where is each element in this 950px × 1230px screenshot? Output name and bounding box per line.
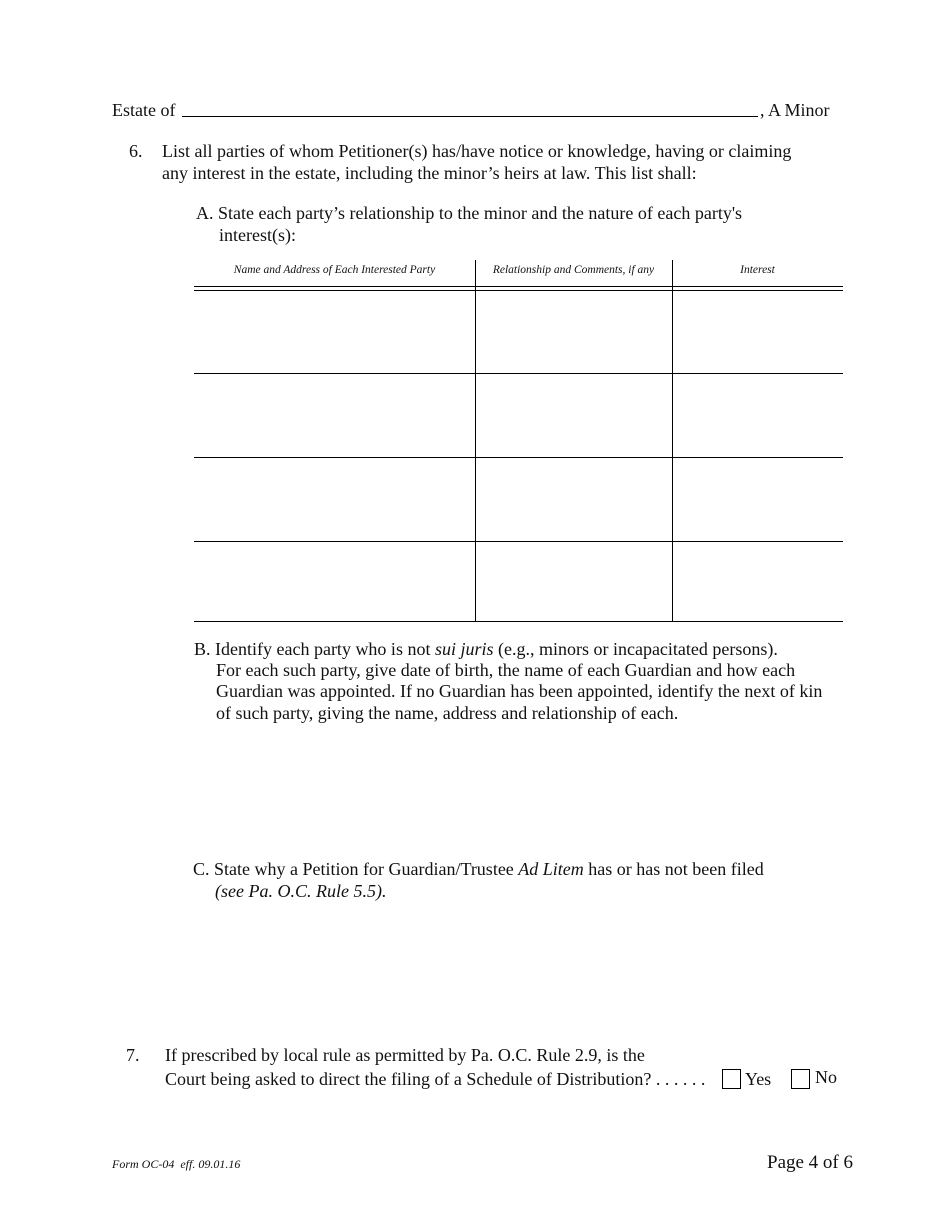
table-cell-interest[interactable] — [675, 292, 841, 372]
yes-label: Yes — [745, 1069, 772, 1089]
column-header-name: Name and Address of Each Interested Party — [233, 264, 436, 276]
sui-juris-term: sui juris — [434, 639, 494, 659]
header-divider-top — [194, 286, 843, 287]
table-cell-relationship[interactable] — [478, 375, 670, 456]
table-cell-interest[interactable] — [675, 543, 841, 620]
section-b-line1-post: (e.g., minors or incapacitated persons). — [493, 639, 778, 659]
header-divider-bottom — [194, 290, 843, 291]
section-c-line2: (see Pa. O.C. Rule 5.5). — [215, 881, 387, 901]
form-identifier: Form OC-04 eff. 09.01.16 — [112, 1157, 241, 1171]
item6-line1: List all parties of whom Petitioner(s) has/have notice or knowledge, having or claiming — [162, 141, 792, 161]
section-b-line1 — [194, 639, 778, 660]
item6-line2: any interest in the estate, including the minor’s heirs at law. This list shall: — [162, 163, 697, 183]
section-b-line4: of such party, giving the name, address and relationship of each. — [216, 703, 679, 723]
table-bottom-border — [194, 621, 843, 622]
section-c-line1-post: has or has not been filed — [583, 859, 764, 879]
table-cell-relationship[interactable] — [478, 543, 670, 620]
section-b-line2: For each such party, give date of birth, the name of each Guardian and how each — [216, 660, 796, 680]
table-cell-name[interactable] — [196, 375, 473, 456]
a-minor-label: , A Minor — [760, 100, 830, 120]
item6-number: 6. — [129, 141, 143, 161]
interested-parties-table — [194, 260, 843, 622]
item7-line2: Court being asked to direct the filing of a Schedule of Distribution? . . . . . . — [165, 1069, 706, 1089]
no-checkbox[interactable] — [791, 1069, 810, 1089]
section-c-line1-pre: C. State why a Petition for Guardian/Trustee — [193, 859, 519, 879]
section-a-line2: interest(s): — [219, 225, 296, 245]
item7-line1: If prescribed by local rule as permitted by Pa. O.C. Rule 2.9, is the — [165, 1045, 645, 1065]
item7-number: 7. — [126, 1045, 140, 1065]
column-header-relationship: Relationship and Comments, if any — [492, 264, 655, 276]
table-cell-relationship[interactable] — [478, 292, 670, 372]
row-divider — [194, 457, 843, 458]
table-cell-interest[interactable] — [675, 459, 841, 540]
table-cell-interest[interactable] — [675, 375, 841, 456]
no-label: No — [815, 1067, 837, 1087]
ad-litem-term: Ad Litem — [518, 859, 584, 879]
estate-of-label: Estate of — [112, 100, 176, 120]
estate-name-field[interactable] — [182, 116, 758, 117]
column-header-interest: Interest — [740, 264, 775, 276]
table-cell-name[interactable] — [196, 459, 473, 540]
column-divider — [672, 260, 673, 622]
yes-checkbox[interactable] — [722, 1069, 741, 1089]
row-divider — [194, 541, 843, 542]
row-divider — [194, 373, 843, 374]
page-number: Page 4 of 6 — [767, 1152, 854, 1173]
table-cell-relationship[interactable] — [478, 459, 670, 540]
section-c-line1 — [193, 859, 764, 880]
table-cell-name[interactable] — [196, 292, 473, 372]
table-cell-name[interactable] — [196, 543, 473, 620]
section-a-line1: A. State each party’s relationship to the minor and the nature of each party's — [196, 203, 743, 223]
section-b-line3: Guardian was appointed. If no Guardian has been appointed, identify the next of kin — [216, 681, 823, 701]
column-divider — [475, 260, 476, 622]
section-b-line1-pre: B. Identify each party who is not — [194, 639, 435, 659]
